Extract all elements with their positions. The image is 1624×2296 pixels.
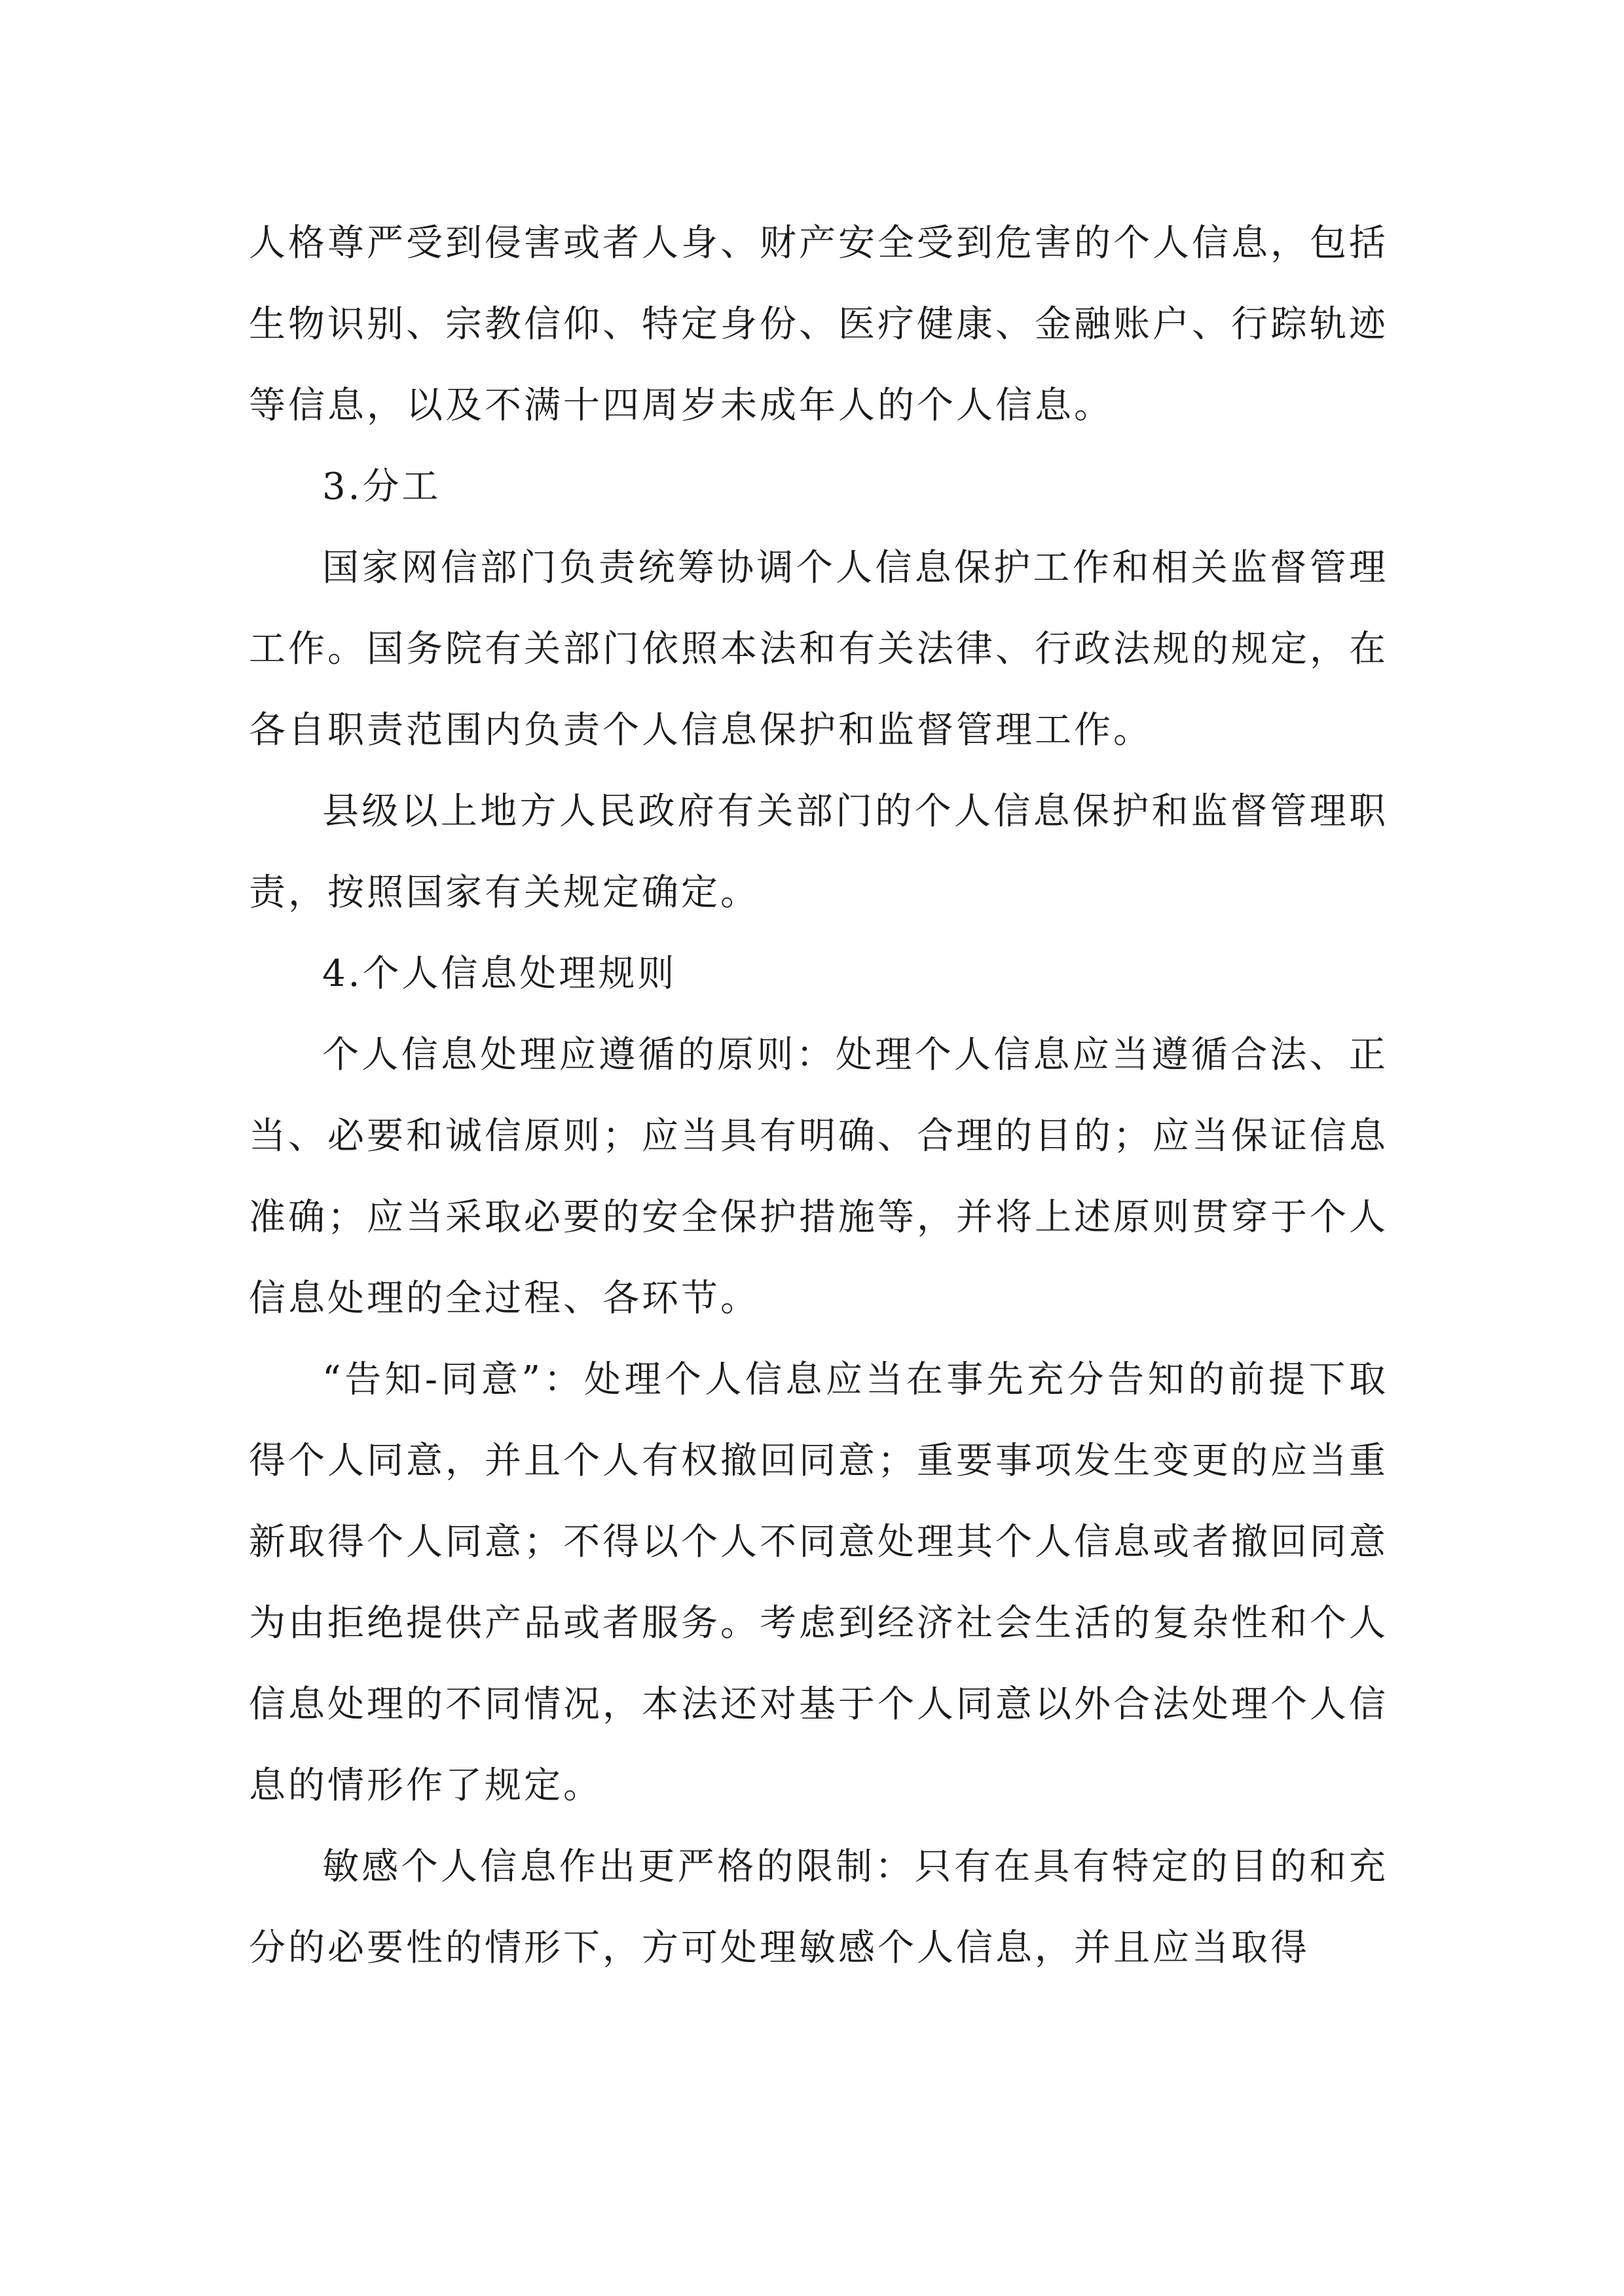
paragraph-sensitive-info-restrictions: 敏感个人信息作出更严格的限制：只有在具有特定的目的和充分的必要性的情形下，方可处理敏感个人信息，并且应当取得: [249, 1846, 1388, 1969]
paragraph-national-cyberspace-dept: 国家网信部门负责统筹协调个人信息保护工作和相关监督管理工作。国务院有关部门依照本法和有关法律、行政法规的规定，在各自职责范围内负责个人信息保护和监督管理工作。: [249, 547, 1388, 752]
paragraph-processing-principles: 个人信息处理应遵循的原则：处理个人信息应当遵循合法、正当、必要和诚信原则；应当具有明确、合理的目的；应当保证信息准确；应当采取必要的安全保护措施等，并将上述原则贯穿于个人信息处理的全过程、各环节。: [249, 1034, 1388, 1320]
paragraph-notice-consent: “告知-同意”：处理个人信息应当在事先充分告知的前提下取得个人同意，并且个人有权撤回同意；重要事项发生变更的应当重新取得个人同意；不得以个人不同意处理其个人信息或者撤回同意为由拒绝提供产品或者服务。考虑到经济社会生活的复杂性和个人信息处理的不同情况，本法还对基于个人同意以外合法处理个人信息的情形作了规定。: [249, 1358, 1388, 1807]
section-heading-division-of-labor: 3.分工: [322, 465, 441, 508]
paragraph-sensitive-info-continuation: 人格尊严受到侵害或者人身、财产安全受到危害的个人信息，包括生物识别、宗教信仰、特定身份、医疗健康、金融账户、行踪轨迹等信息，以及不满十四周岁未成年人的个人信息。: [249, 222, 1388, 427]
section-heading-processing-rules: 4.个人信息处理规则: [322, 953, 677, 995]
paragraph-local-government-duties: 县级以上地方人民政府有关部门的个人信息保护和监督管理职责，按照国家有关规定确定。: [249, 790, 1388, 914]
document-body: [249, 203, 1388, 1989]
